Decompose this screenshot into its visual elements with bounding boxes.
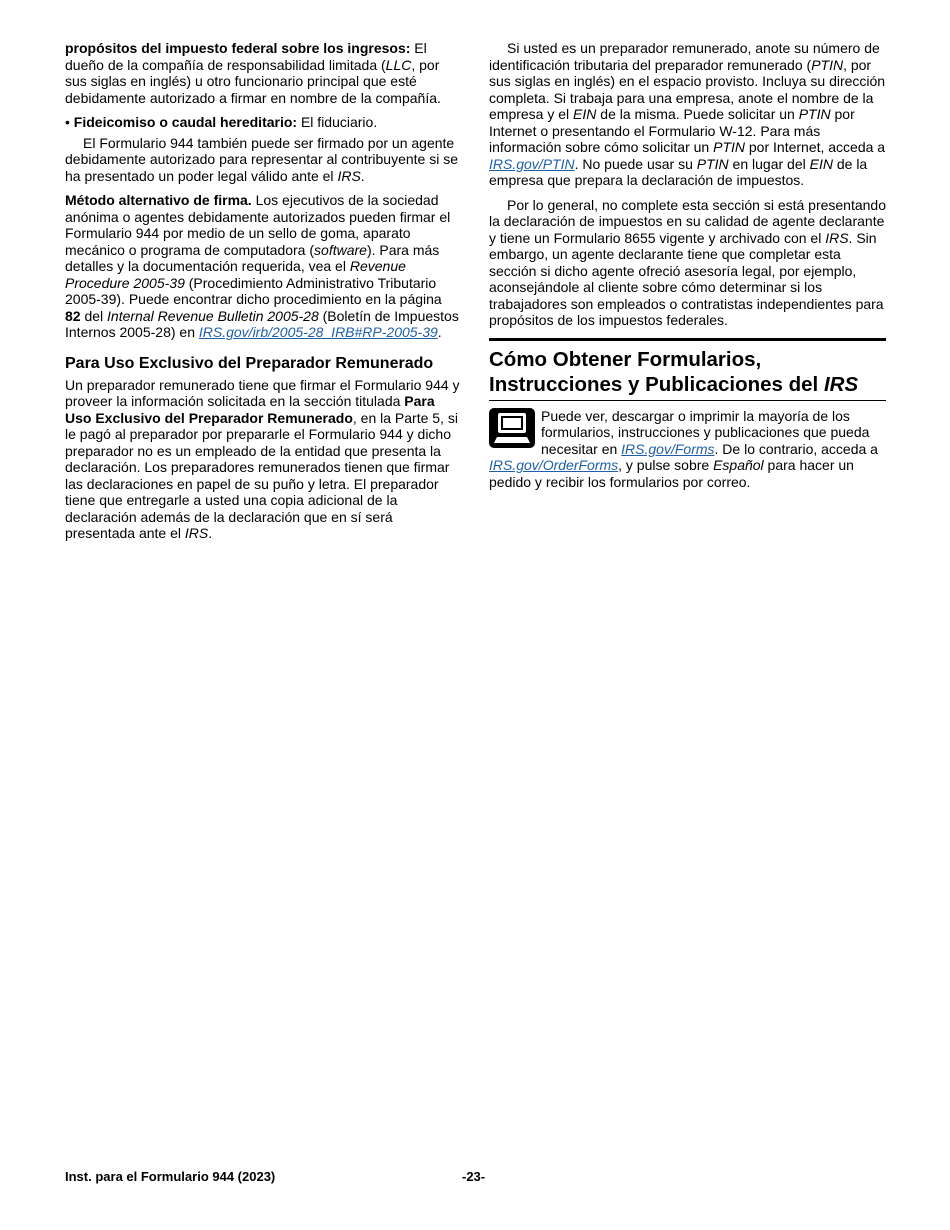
text-run: Método alternativo de firma. (65, 192, 252, 208)
text-run: Por lo general, no complete esta sección si está presentando la declaración de impuestos en su calidad de agente declarante y tiene un Formulario 8655 vigente y archivado con el (489, 196, 887, 246)
text-run: IRS (337, 167, 361, 184)
footer-title: Inst. para el Formulario 944 (2023) (65, 1169, 276, 1184)
forms-link[interactable]: IRS.gov/Forms (621, 440, 715, 457)
text-run: PTIN (713, 139, 745, 155)
text-run: de la misma. Puede solicitar un (596, 106, 799, 122)
section-rule (489, 338, 886, 341)
text-run: . De lo contrario, acceda a (714, 440, 878, 457)
text-run: por Internet, acceda a (745, 139, 886, 155)
text-run: El fiduciario. (297, 114, 378, 130)
orderforms-link[interactable]: IRS.gov/OrderForms (489, 457, 619, 473)
text-run: Los ejecutivos de la sociedad anónima o agentes debidamente autorizados pueden firmar el Formulario 944 por medio de un sello de goma, aparato mecánico o programa de computadora ( (65, 192, 451, 258)
bullet-marker: • (65, 114, 70, 130)
text-run: Un preparador remunerado tiene que firmar el Formulario 944 y proveer la información solicitada en la sección titulada (65, 376, 460, 409)
text-run: (Boletín de Impuestos Internos 2005-28) en (65, 307, 459, 340)
forms-paragraph (489, 408, 886, 491)
text-run: IRS (184, 525, 209, 541)
text-run: IRS (825, 229, 849, 246)
text-run: (Procedimiento Administrativo Tributario 2005-39). Puede encontrar dicho procedimiento en la página (65, 274, 442, 307)
computer-icon (489, 408, 535, 448)
text-run: PTIN (811, 56, 844, 73)
reporting-agent-paragraph (489, 197, 886, 329)
text-run: Puede ver, descargar o imprimir la mayoría de los formularios, instrucciones y publicaciones que pueda necesitar en (541, 407, 870, 457)
trust-bullet (65, 114, 460, 131)
text-run: Español (713, 457, 764, 473)
irb-link[interactable]: IRS.gov/irb/2005-28_IRB#RP-2005-39 (198, 324, 438, 340)
llc-paragraph (65, 40, 460, 106)
preparer-paragraph (65, 377, 460, 542)
text-run: Para Uso Exclusivo del Preparador Remunerado (65, 393, 435, 426)
text-run: Revenue Procedure 2005-39 (65, 258, 406, 291)
text-run: IRS (823, 372, 859, 396)
text-run: Si usted es un preparador remunerado, anote su número de identificación tributaria del preparador remunerado ( (489, 40, 880, 73)
text-run: . (360, 167, 365, 184)
text-run: . No puede usar su (574, 155, 697, 172)
text-run: PTIN (798, 106, 831, 122)
preparer-heading: Para Uso Exclusivo del Preparador Remunerado (65, 354, 434, 372)
text-run: del (80, 307, 108, 324)
ptin-paragraph (489, 40, 886, 189)
text-run: Fideicomiso o caudal hereditario: (73, 114, 298, 130)
text-run: en lugar del (728, 155, 810, 172)
ptin-link[interactable]: IRS.gov/PTIN (489, 155, 575, 172)
left-column (65, 40, 460, 550)
text-run: . (208, 525, 213, 541)
text-run: , y pulse sobre (618, 457, 714, 473)
text-run: , en la Parte 5, si le pagó al preparador por prepararle el Formulario 944 y dicho preparador no es un empleado de la entidad que presenta la declaración. Los preparadores remunerados tienen que firmar las declaraciones en papel de su puño y letra. El preparador tiene que entregarle a usted una copia adicional de la declaración además de la declaración que en sí será presentada ante el (65, 409, 458, 541)
text-run: para hacer un pedido y recibir los formularios por correo. (489, 457, 854, 490)
text-run: 82 (65, 307, 81, 324)
text-run: por Internet o presentando el Formulario W-12. Para más información sobre cómo solicitar un (489, 106, 855, 155)
text-run: ). Para más detalles y la documentación requerida, vea el (65, 241, 440, 274)
text-run: EIN (573, 106, 597, 122)
text-run: EIN (809, 155, 833, 172)
forms-heading (489, 347, 886, 401)
alt-signature-paragraph (65, 192, 460, 341)
text-run: . Sin embargo, un agente declarante tiene que completar esta sección si dicho agente ofreció asesoría legal, por ejemplo, aconsejándole al cliente sobre cómo determinar si los trabajadores son empleados o contratistas independientes para propósitos de los impuestos federales. (489, 229, 884, 328)
page-number: -23- (462, 1169, 486, 1184)
text-run: LLC (385, 56, 412, 73)
text-run: software (314, 241, 367, 258)
computer-icon-graphic (489, 408, 535, 448)
text-run: El Formulario 944 también puede ser firmado por un agente debidamente autorizado para representar al contribuyente si se ha presentado un poder legal válido ante el (65, 134, 459, 184)
text-run: , por sus siglas en inglés) u otro funcionario principal que esté debidamente autorizado a firmar en nombre de la compañía. (65, 56, 441, 106)
text-run: PTIN (696, 155, 729, 172)
text-run: . (437, 324, 442, 340)
text-run: , por sus siglas en inglés) en el espacio provisto. Incluya su dirección completa. Si trabaja para una empresa, anote el nombre de la empresa y el (489, 56, 886, 122)
text-run: Internal Revenue Bulletin 2005-28 (107, 307, 319, 324)
text-run: Cómo Obtener Formularios, Instrucciones y Publicaciones del (489, 347, 824, 396)
text-run: El dueño de la compañía de responsabilidad limitada ( (65, 40, 427, 73)
right-column (489, 40, 886, 498)
llc-lead: propósitos del impuesto federal sobre los ingresos: (65, 40, 411, 56)
text-run: de la empresa que prepara la declaración de impuestos. (489, 155, 868, 188)
agent-paragraph (65, 135, 460, 185)
